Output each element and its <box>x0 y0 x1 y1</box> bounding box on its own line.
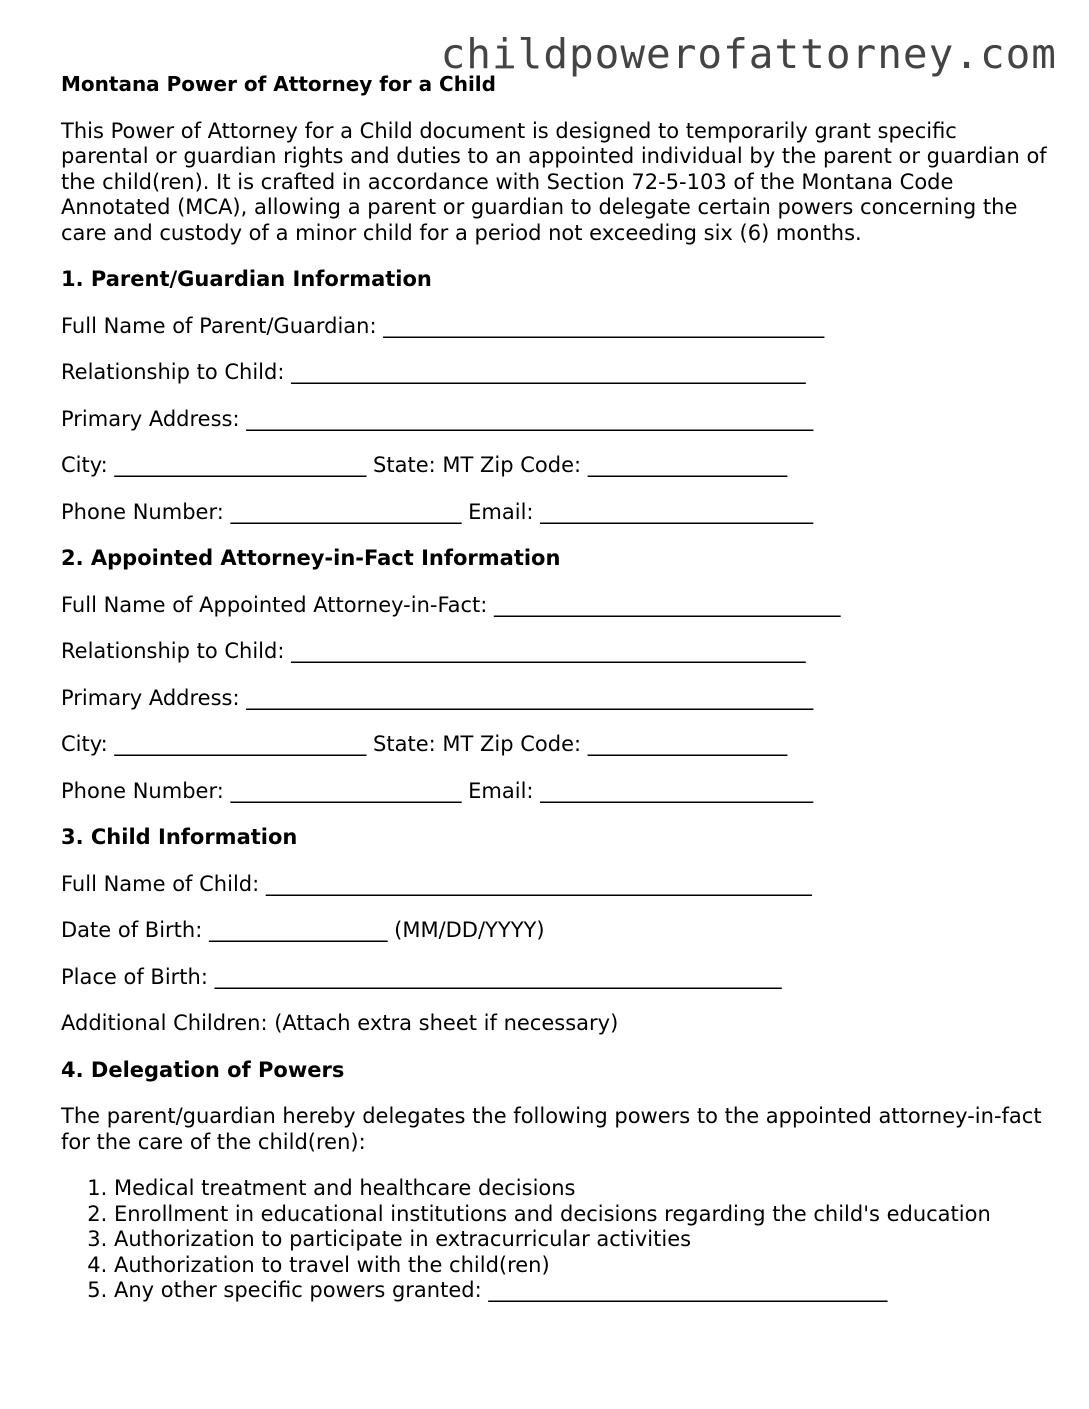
powers-list <box>61 1176 1051 1304</box>
attorney-address-field[interactable]: Primary Address: ______________________________________________________ <box>61 685 814 710</box>
parent-full-name-field[interactable]: Full Name of Parent/Guardian: __________________________________________ <box>61 313 825 338</box>
attorney-full-name-field[interactable]: Full Name of Appointed Attorney-in-Fact: _________________________________ <box>61 592 841 617</box>
parent-city-state-zip-field[interactable]: City: ________________________ State: MT Zip Code: ___________________ <box>61 453 788 477</box>
document-page <box>61 72 1051 1304</box>
attorney-phone-email-field[interactable]: Phone Number: ______________________ Email: __________________________ <box>61 778 814 803</box>
additional-children-note: Additional Children: (Attach extra sheet if necessary) <box>61 1011 619 1035</box>
parent-address-field[interactable]: Primary Address: ______________________________________________________ <box>61 406 814 431</box>
child-dob-field[interactable]: Date of Birth: _________________ (MM/DD/YYYY) <box>61 918 545 942</box>
section-attorney-heading: 2. Appointed Attorney-in-Fact Information <box>61 546 561 570</box>
section-child-heading: 3. Child Information <box>61 825 298 849</box>
attorney-relationship-field[interactable]: Relationship to Child: _________________________________________________ <box>61 639 806 663</box>
section-powers-heading: 4. Delegation of Powers <box>61 1057 345 1082</box>
child-place-of-birth-field[interactable]: Place of Birth: ______________________________________________________ <box>61 964 782 989</box>
document-title: Montana Power of Attorney for a Child <box>61 72 496 96</box>
parent-phone-email-field[interactable]: Phone Number: ______________________ Email: __________________________ <box>61 499 814 524</box>
list-item: 3. Authorization to participate in extracurricular activities <box>114 1227 1051 1253</box>
list-item: 2. Enrollment in educational institutions and decisions regarding the child's education <box>114 1202 1051 1228</box>
attorney-city-state-zip-field[interactable]: City: ________________________ State: MT Zip Code: ___________________ <box>61 732 788 756</box>
intro-paragraph: This Power of Attorney for a Child document is designed to temporarily grant specific parental or guardian rights and duties to an appointed individual by the parent or guardian of the child(ren). It is crafted in accordance with Section 72-5-103 of the Montana Code Annotated (MCA), allowing a parent or guardian to delegate certain powers concerning the care and custody of a minor child for a period not exceeding six (6) months. <box>61 118 1047 245</box>
list-item: 1. Medical treatment and healthcare decisions <box>114 1176 1051 1202</box>
list-item-other-powers-field[interactable]: 5. Any other specific powers granted: ______________________________________ <box>114 1278 1051 1304</box>
site-watermark: childpowerofattorney.com <box>440 30 1057 78</box>
powers-intro-paragraph: The parent/guardian hereby delegates the following powers to the appointed attorney-in-fact for the care of the child(ren): <box>61 1104 1042 1154</box>
section-parent-heading: 1. Parent/Guardian Information <box>61 267 432 291</box>
parent-relationship-field[interactable]: Relationship to Child: _________________________________________________ <box>61 360 806 384</box>
child-full-name-field[interactable]: Full Name of Child: ____________________________________________________ <box>61 871 812 896</box>
list-item: 4. Authorization to travel with the child(ren) <box>114 1253 1051 1279</box>
